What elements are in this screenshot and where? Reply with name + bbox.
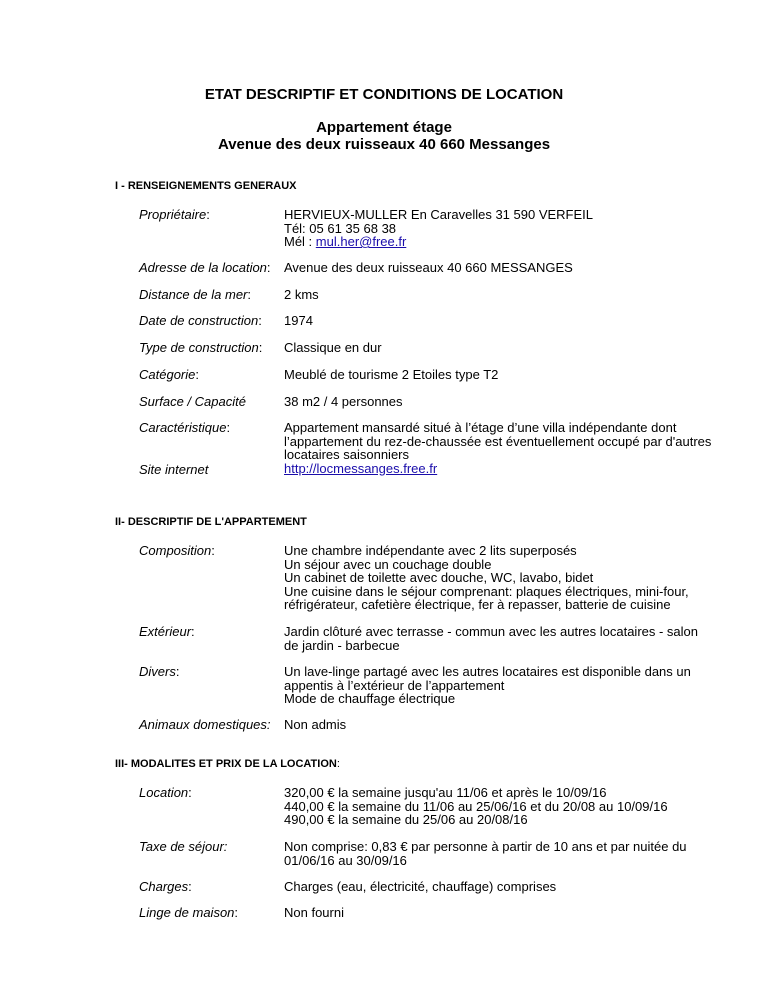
divers-value [284,665,724,706]
section-3-heading: III- MODALITES ET PRIX DE LA LOCATION: [115,758,340,770]
exterieur-label: Extérieur: [139,624,195,639]
proprietaire-label: Propriétaire: [139,207,210,222]
linge-value: Non fourni [284,905,344,920]
distance-label: Distance de la mer: [139,287,252,302]
exterieur-value [284,625,724,652]
composition-value [284,544,724,612]
animaux-label: Animaux domestiques: [139,717,271,732]
caracteristique-line: l’appartement du rez-de-chaussée est éventuellement occupé par d'autres [284,433,712,449]
composition-line: Une chambre indépendante avec 2 lits superposés [284,543,577,558]
site-internet-link[interactable]: http://locmessanges.free.fr [284,460,438,476]
distance-value: 2 kms [284,287,319,302]
taxe-line: Non comprise: 0,83 € par personne à partir de 10 ans et par nuitée du [284,839,687,854]
caracteristique-line: Appartement mansardé situé à l’étage d’une villa indépendante dont [284,420,677,435]
date-construction-label: Date de construction: [139,313,262,328]
location-label: Location: [139,785,192,800]
proprietaire-phone: Tél: 05 61 35 68 38 [284,220,397,236]
linge-label: Linge de maison: [139,905,239,920]
adresse-value: Avenue des deux ruisseaux 40 660 MESSANGES [284,260,573,275]
divers-label: Divers: [139,664,180,679]
composition-line: réfrigérateur, cafetière électrique, fer à repasser, batterie de cuisine [284,597,671,612]
exterieur-line: Jardin clôturé avec terrasse - commun avec les autres locataires - salon [284,624,699,639]
categorie-label: Catégorie: [139,367,199,382]
composition-line: Une cuisine dans le séjour comprenant: plaques électriques, mini-four, [284,583,689,599]
location-value [284,786,724,827]
section-2-heading: II- DESCRIPTIF DE L'APPARTEMENT [115,516,307,528]
animaux-value: Non admis [284,717,347,732]
divers-line: Un lave-linge partagé avec les autres locataires est disponible dans un [284,664,691,679]
composition-line: Un cabinet de toilette avec douche, WC, lavabo, bidet [284,570,594,585]
proprietaire-name: HERVIEUX-MULLER En Caravelles 31 590 VERFEIL [284,207,593,222]
price-line: 490,00 € la semaine du 25/06 au 20/08/16 [284,812,528,827]
composition-label: Composition: [139,543,215,558]
taxe-label: Taxe de séjour: [139,839,228,854]
proprietaire-value [284,208,724,249]
caracteristique-line: locataires saisonniers [284,447,410,462]
charges-label: Charges: [139,879,192,894]
divers-line: Mode de chauffage électrique [284,691,456,706]
composition-line: Un séjour avec un couchage double [284,556,492,572]
proprietaire-mail-row: Mél : mul.her@free.fr [284,234,407,249]
exterieur-line: de jardin - barbecue [284,637,400,653]
type-construction-value: Classique en dur [284,340,382,355]
divers-line: appentis à l’extérieur de l’appartement [284,677,505,693]
price-line: 440,00 € la semaine du 11/06 au 25/06/16 et du 20/08 au 10/09/16 [284,798,668,814]
taxe-line: 01/06/16 au 30/09/16 [284,852,407,868]
adresse-label: Adresse de la location: [139,260,271,275]
taxe-value [284,840,724,867]
surface-label: Surface / Capacité [139,394,246,409]
type-construction-label: Type de construction: [139,340,263,355]
email-link[interactable]: mul.her@free.fr [315,234,407,249]
section-1-heading: I - RENSEIGNEMENTS GENERAUX [115,180,297,192]
categorie-value: Meublé de tourisme 2 Etoiles type T2 [284,367,499,382]
site-internet-label: Site internet [139,462,209,477]
caracteristique-value [284,421,724,475]
surface-value: 38 m2 / 4 personnes [284,394,403,409]
date-construction-value: 1974 [284,313,313,328]
price-line: 320,00 € la semaine jusqu'au 11/06 et après le 10/09/16 [284,785,607,800]
document-subtitle: Appartement étage [316,119,452,136]
caracteristique-label: Caractéristique: [139,420,231,435]
document-address: Avenue des deux ruisseaux 40 660 Messanges [217,136,551,153]
document-title: ETAT DESCRIPTIF ET CONDITIONS DE LOCATION [204,86,564,103]
charges-value: Charges (eau, électricité, chauffage) comprises [284,879,557,894]
